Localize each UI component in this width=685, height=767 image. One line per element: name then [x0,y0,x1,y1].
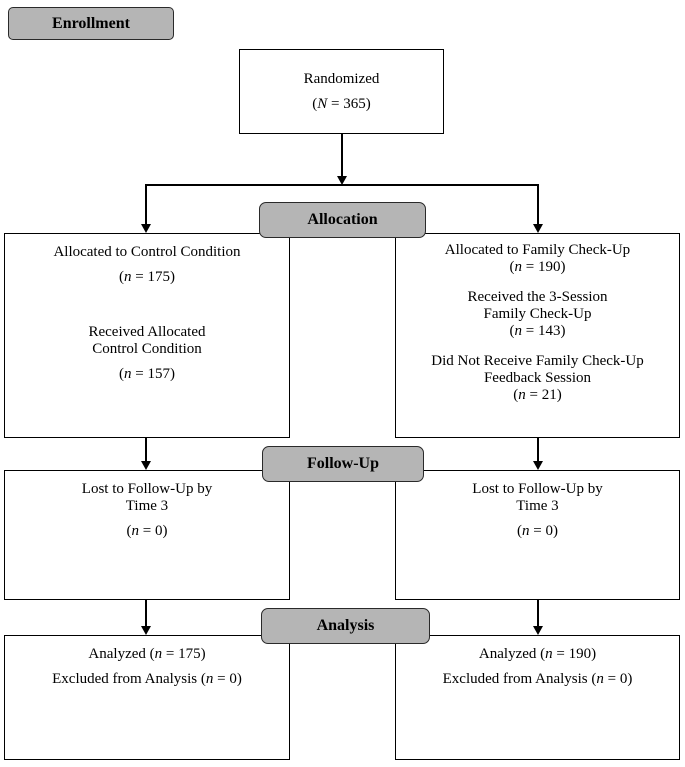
box-line: (N = 365) [312,95,371,112]
arrow-down-icon [141,626,151,635]
analysis-control-box [4,635,290,760]
followup-badge [262,446,424,482]
box-line: (n = 0) [517,523,558,539]
connector-branch-left [145,184,147,224]
enrollment-badge-label: Enrollment [52,14,130,32]
followup-family-checkup-box [395,470,680,600]
allocation-control-box [4,233,290,438]
box-line: (n = 157) [119,366,175,382]
box-line: Feedback Session [483,370,592,386]
connector-fcu-followup [537,438,539,461]
box-line: Randomized [303,70,380,87]
analysis-family-checkup-box [395,635,680,760]
randomized-box [239,49,444,134]
box-line: (n = 190) [509,259,566,275]
allocation-family-checkup-box [395,233,680,438]
followup-badge-label: Follow-Up [307,455,379,472]
box-line: Excluded from Analysis (n = 0) [52,671,242,687]
box-line: Received Allocated [88,324,206,340]
box-line: Lost to Follow-Up by [472,481,603,497]
connector-randomized-stem [341,134,343,177]
connector-fcu-analysis [537,600,539,626]
box-line: Analyzed (n = 190) [478,646,597,662]
analysis-badge [261,608,430,644]
connector-control-followup [145,438,147,461]
arrow-down-icon [533,461,543,470]
arrow-down-icon [533,224,543,233]
box-line: Time 3 [125,498,169,514]
box-line: Time 3 [516,498,559,514]
box-line: Excluded from Analysis (n = 0) [442,671,633,687]
analysis-badge-label: Analysis [316,617,375,634]
enrollment-badge [8,7,174,40]
box-line: (n = 143) [509,323,566,339]
box-line: Allocated to Family Check-Up [444,242,631,258]
connector-control-analysis [145,600,147,626]
box-line: Allocated to Control Condition [53,244,241,260]
followup-control-box [4,470,290,600]
box-line: Family Check-Up [483,306,592,322]
box-line: Analyzed (n = 175) [88,646,206,662]
box-line: Control Condition [92,341,202,357]
box-line: (n = 175) [119,269,175,285]
arrow-down-icon [533,626,543,635]
box-line: (n = 0) [126,523,168,539]
connector-branch-right [537,184,539,224]
box-line: Lost to Follow-Up by [81,481,213,497]
box-line: Did Not Receive Family Check-Up [431,353,644,369]
connector-splitter [145,184,539,186]
arrow-down-icon [141,461,151,470]
box-line: (n = 21) [513,387,562,403]
arrow-down-icon [141,224,151,233]
allocation-badge [259,202,426,238]
box-line: Received the 3-Session [467,289,608,305]
allocation-badge-label: Allocation [307,211,378,228]
